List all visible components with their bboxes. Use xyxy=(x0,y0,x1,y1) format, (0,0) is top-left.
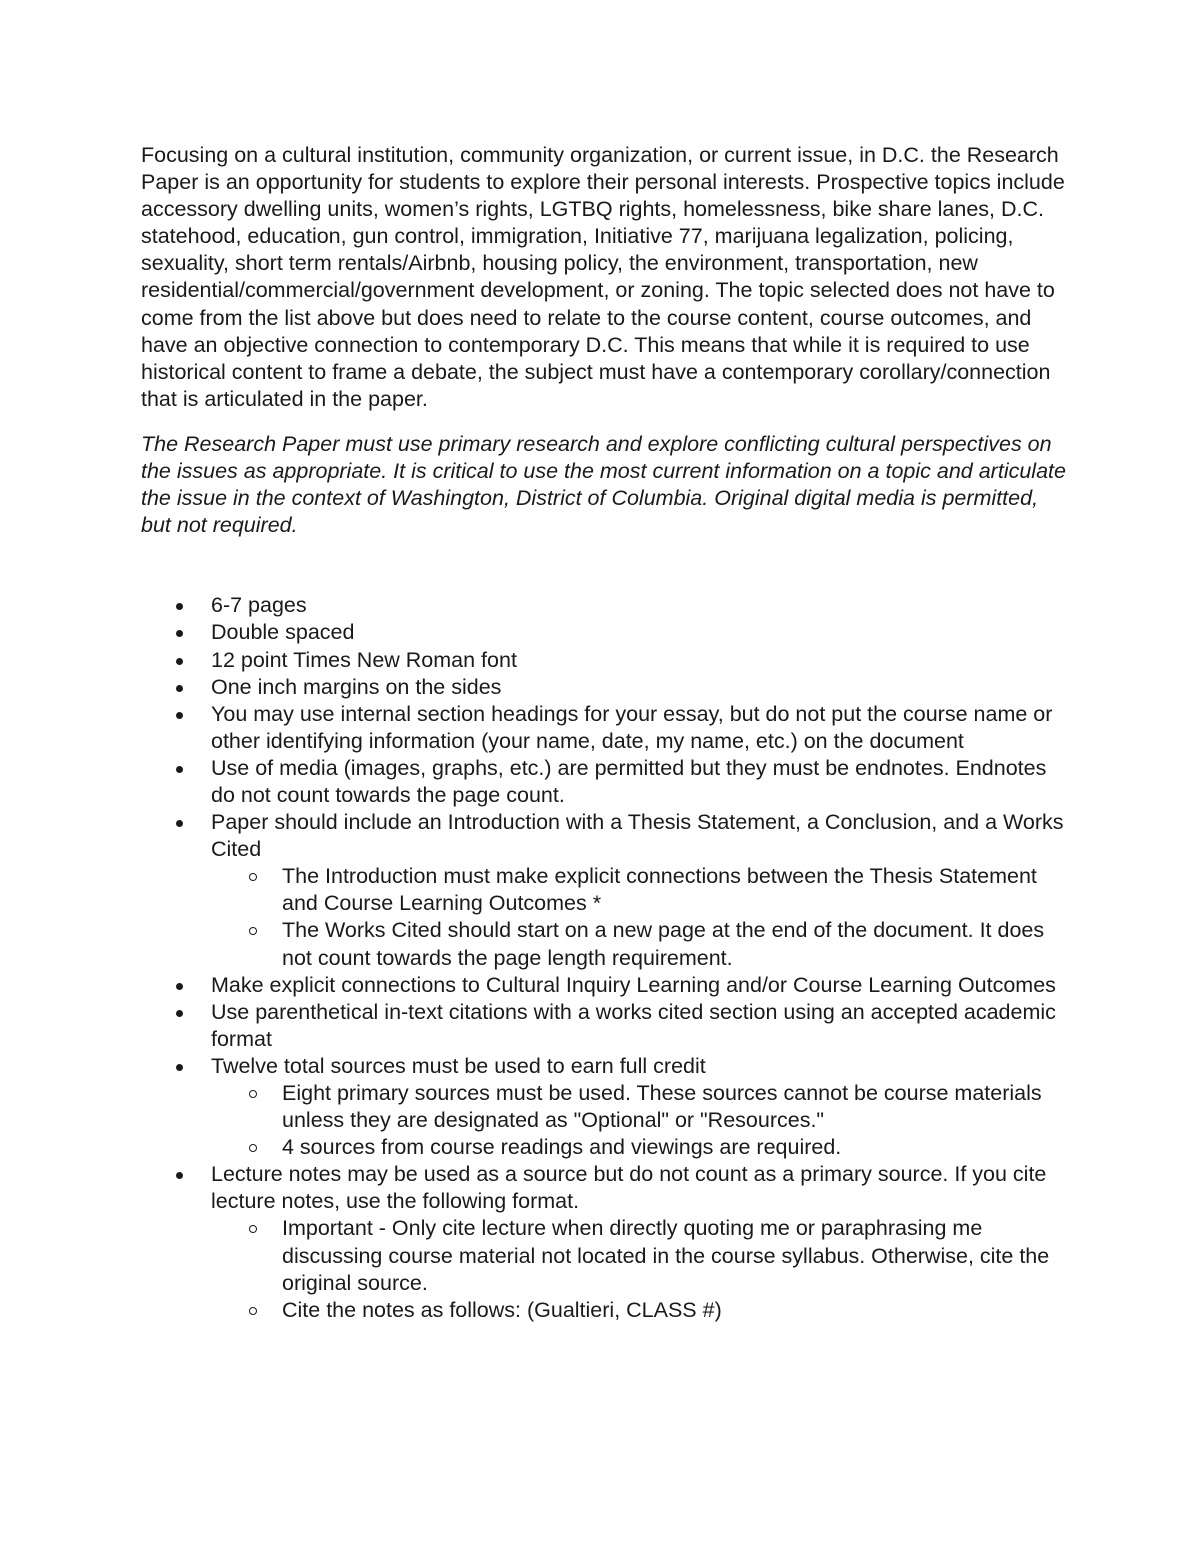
hollow-bullet-icon xyxy=(249,873,257,881)
bullet-icon xyxy=(176,820,183,827)
list-item xyxy=(211,972,1066,999)
list-item xyxy=(211,809,1066,972)
list-item-text: 6-7 pages xyxy=(211,593,307,618)
list-item xyxy=(211,619,1066,646)
bullet-icon xyxy=(176,630,183,637)
sub-list-item-text: The Introduction must make explicit connections between the Thesis Statement and Course Learning Outcomes * xyxy=(282,864,1037,916)
bullet-icon xyxy=(176,766,183,773)
list-item-text: Use parenthetical in-text citations with a works cited section using an accepted academic format xyxy=(211,999,1056,1051)
bullet-icon xyxy=(176,1010,183,1017)
hollow-bullet-icon xyxy=(249,1144,257,1152)
list-item xyxy=(211,701,1066,755)
list-item-text: You may use internal section headings for your essay, but do not put the course name or other identifying information (your name, date, my name, etc.) on the document xyxy=(211,701,1053,753)
list-item-text: Lecture notes may be used as a source but do not count as a primary source. If you cite lecture notes, use the following format. xyxy=(211,1162,1047,1214)
list-item xyxy=(211,592,1066,619)
sub-list-item-text: Eight primary sources must be used. These sources cannot be course materials unless they are designated as "Optional" or "Resources." xyxy=(282,1081,1042,1133)
sub-list-item-text: 4 sources from course readings and viewings are required. xyxy=(282,1135,842,1160)
list-item xyxy=(211,1053,1066,1161)
bullet-icon xyxy=(176,712,183,719)
hollow-bullet-icon xyxy=(249,927,257,935)
sub-list-item-text: The Works Cited should start on a new page at the end of the document. It does not count towards the page length requirement. xyxy=(282,918,1045,970)
list-item-text: Use of media (images, graphs, etc.) are permitted but they must be endnotes. Endnotes do not count towards the page count. xyxy=(211,755,1047,807)
bullet-icon xyxy=(176,658,183,665)
sub-list-item-text: Cite the notes as follows: (Gualtieri, CLASS #) xyxy=(282,1297,722,1322)
bullet-icon xyxy=(176,1172,183,1179)
sub-list xyxy=(211,1215,1066,1323)
list-item-text: Make explicit connections to Cultural Inquiry Learning and/or Course Learning Outcomes xyxy=(211,972,1056,997)
list-item xyxy=(211,999,1066,1053)
sub-list-item xyxy=(282,1080,1066,1134)
bullet-icon xyxy=(176,603,183,610)
list-item-text: One inch margins on the sides xyxy=(211,674,502,699)
list-item xyxy=(211,674,1066,701)
sub-list xyxy=(211,1080,1066,1161)
hollow-bullet-icon xyxy=(249,1225,257,1233)
italic-paragraph: The Research Paper must use primary research and explore conflicting cultural perspectives on the issues as appropriate. It is critical to use the most current information on a topic and articulate the issue in the context of Washington, District of Columbia. Original digital media is permitted, but not required. xyxy=(141,431,1066,538)
list-item xyxy=(211,1161,1066,1324)
sub-list-item xyxy=(282,1134,1066,1161)
sub-list-item-text: Important - Only cite lecture when directly quoting me or paraphrasing me discussing course material not located in the course syllabus. Otherwise, cite the original source. xyxy=(282,1216,1050,1295)
list-item xyxy=(211,755,1066,809)
list-item-text: Double spaced xyxy=(211,620,355,645)
intro-paragraph: Focusing on a cultural institution, community organization, or current issue, in D.C. the Research Paper is an opportunity for students to explore their personal interests. Prospective topics include accessory dwelling units, women’s rights, LGTBQ rights, homelessness, bike share lanes, D.C. statehood, education, gun control, immigration, Initiative 77, marijuana legalization, policing, sexuality, short term rentals/Airbnb, housing policy, the environment, transportation, new residential/commercial/government development, or zoning. The topic selected does not have to come from the list above but does need to relate to the course content, course outcomes, and have an objective connection to contemporary D.C. This means that while it is required to use historical content to frame a debate, the subject must have a contemporary corollary/connection that is articulated in the paper. xyxy=(141,143,1065,411)
list-item-text: Twelve total sources must be used to earn full credit xyxy=(211,1053,706,1078)
list-item-text: 12 point Times New Roman font xyxy=(211,647,517,672)
document-page xyxy=(141,142,1066,1324)
list-item xyxy=(211,647,1066,674)
bullet-icon xyxy=(176,1064,183,1071)
list-item-text: Paper should include an Introduction with a Thesis Statement, a Conclusion, and a Works Cited xyxy=(211,810,1064,862)
sub-list-item xyxy=(282,863,1066,917)
sub-list-item xyxy=(282,917,1066,971)
sub-list-item xyxy=(282,1297,1066,1324)
hollow-bullet-icon xyxy=(249,1090,257,1098)
sub-list-item xyxy=(282,1215,1066,1296)
sub-list xyxy=(211,863,1066,971)
requirements-list xyxy=(141,592,1066,1324)
bullet-icon xyxy=(176,983,183,990)
hollow-bullet-icon xyxy=(249,1307,257,1315)
bullet-icon xyxy=(176,685,183,692)
